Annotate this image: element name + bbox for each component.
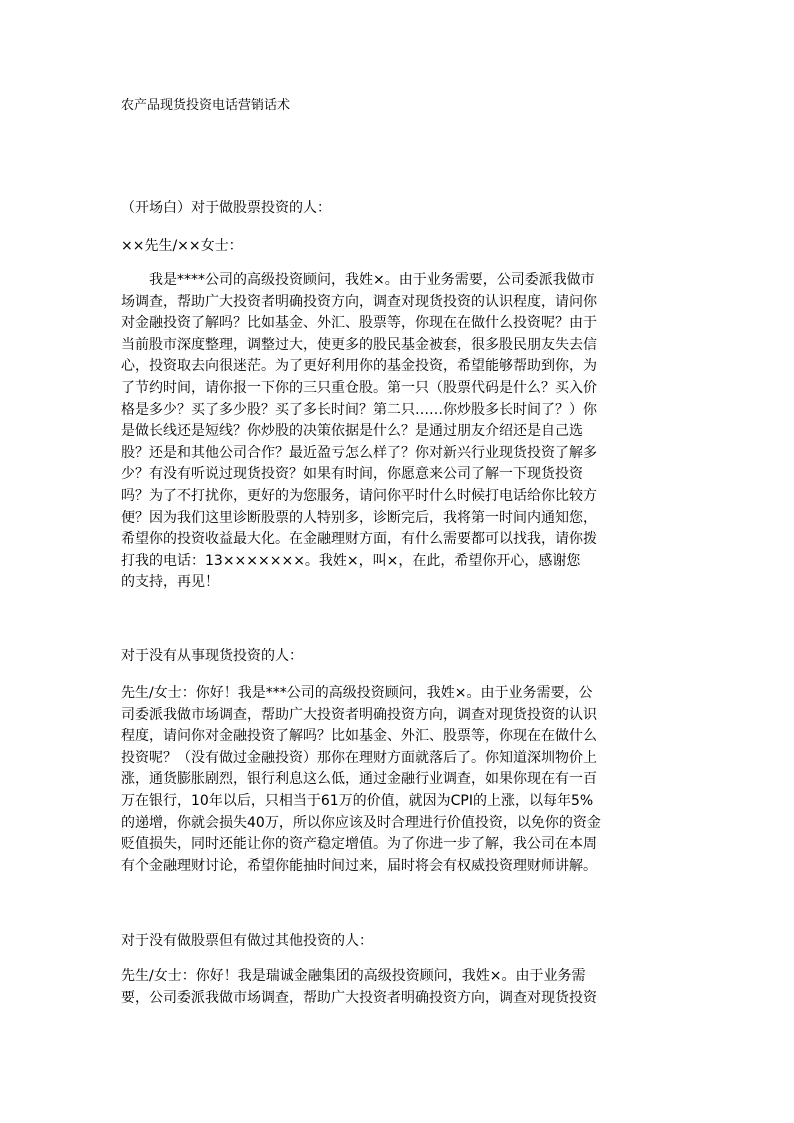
document-title: 农产品现货投资电话营销话术 [121,98,291,113]
paragraph-line: 少？有没有听说过现货投资？如果有时间，你愿意来公司了解一下现货投资 [121,466,583,483]
paragraph-line: 是做长线还是短线？你炒股的决策依据是什么？是通过朋友介绍还是自己选 [121,423,583,440]
paragraph-line: 的递增，你就会损失40万，所以你应该及时合理进行价值投资，以免你的资金 [121,814,601,831]
paragraph-line: 程度，请问你对金融投资了解吗？比如基金、外汇、股票等，你现在在做什么 [121,728,597,745]
paragraph-line: 先生/女士：你好！我是瑞诚金融集团的高级投资顾问，我姓×。由于业务需 [121,968,586,984]
salutation: ××先生/××女士： [121,238,243,254]
paragraph-line: 格是多少？买了多少股？买了多长时间？第二只……你炒股多长时间了？）你 [121,401,597,418]
paragraph-line: 有个金融理财讨论，希望你能抽时间过来，届时将会有权威投资理财师讲解。 [121,857,597,874]
paragraph-line: 股？还是和其他公司合作？最近盈亏怎么样了？你对新兴行业现货投资了解多 [121,444,597,461]
section1-heading: （开场白）对于做股票投资的人： [121,200,331,216]
paragraph-line: 希望你的投资收益最大化。在金融理财方面，有什么需要都可以找我，请你拨 [121,531,597,548]
section3-paragraph [121,966,681,1009]
paragraph-line: 投资呢？（没有做过金融投资）那你在理财方面就落后了。你知道深圳物价上 [121,749,597,766]
section2-paragraph [121,683,681,877]
section1-paragraph [121,270,681,594]
paragraph-line: 要，公司委派我做市场调查，帮助广大投资者明确投资方向，调查对现货投资 [121,989,597,1006]
paragraph-line: 贬值损失，同时还能让你的资产稳定增值。为了你进一步了解，我公司在本周 [121,836,597,853]
paragraph-line: 场调查，帮助广大投资者明确投资方向，调查对现货投资的认识程度，请问你 [121,293,597,310]
section3-heading: 对于没有做股票但有做过其他投资的人： [121,933,373,949]
paragraph-line: 心，投资取去向很迷茫。为了更好利用你的基金投资，希望能够帮助到你，为 [121,358,597,375]
paragraph-line: 打我的电话：13×××××××。我姓×，叫×，在此，希望你开心，感谢您 [121,552,581,569]
section2-heading: 对于没有从事现货投资的人： [121,648,303,664]
paragraph-line: 吗？为了不打扰你，更好的为您服务，请问你平时什么时候打电话给你比较方 [121,487,597,504]
paragraph-line: 先生/女士：你好！我是***公司的高级投资顾问，我姓×。由于业务需要，公 [121,685,593,701]
paragraph-line: 便？因为我们这里诊断股票的人特别多，诊断完后，我将第一时间内通知您， [121,509,597,526]
paragraph-line: 了节约时间，请你报一下你的三只重仓股。第一只（股票代码是什么？买入价 [121,379,597,396]
paragraph-line: 万在银行，10年以后，只相当于61万的价值，就因为CPI的上涨，以每年5% [121,792,594,809]
paragraph-line: 的支持，再见！ [121,574,219,591]
paragraph-line: 涨，通货膨胀剧烈，银行利息这么低，通过金融行业调查，如果你现在有一百 [121,771,597,788]
paragraph-line: 对金融投资了解吗？比如基金、外汇、股票等，你现在在做什么投资呢？由于 [121,315,597,332]
paragraph-line: 我是****公司的高级投资顾问，我姓×。由于业务需要，公司委派我做市 [149,272,595,288]
paragraph-line: 当前股市深度整理，调整过大，使更多的股民基金被套，很多股民朋友失去信 [121,336,597,353]
paragraph-line: 司委派我做市场调查，帮助广大投资者明确投资方向，调查对现货投资的认识 [121,706,597,723]
